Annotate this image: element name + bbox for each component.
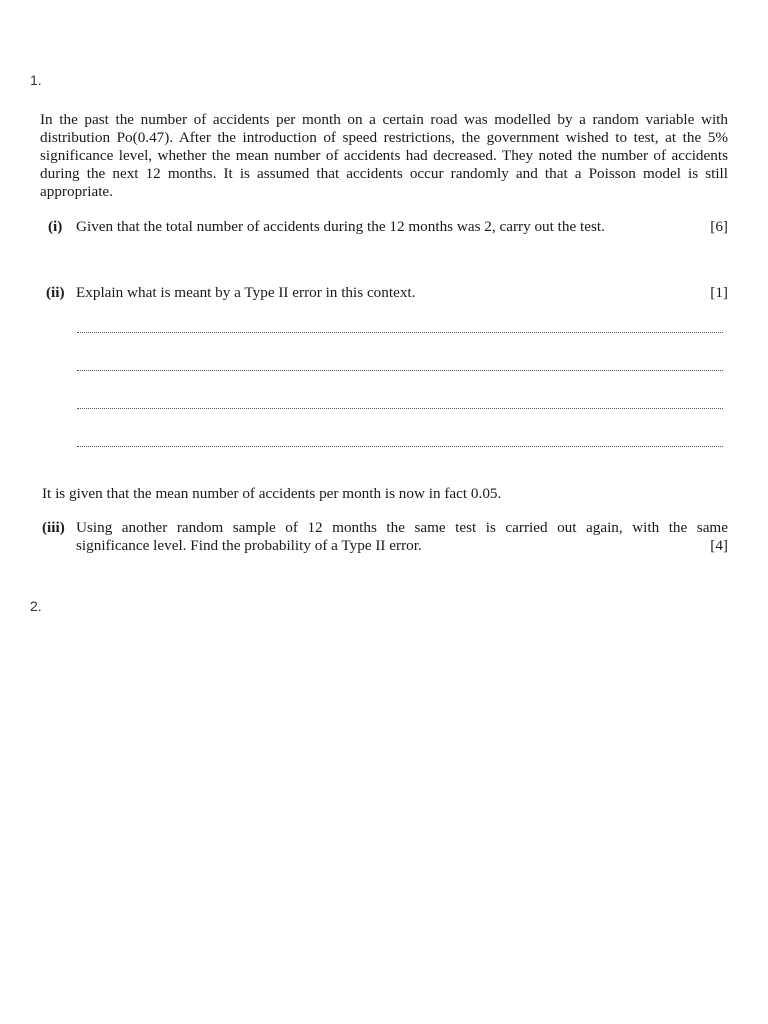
part-i-text: Given that the total number of accidents during the 12 months was 2, carry out the test. xyxy=(76,218,605,235)
part-iii-text-line2: significance level. Find the probability of a Type II error. xyxy=(76,537,422,554)
part-ii-text: Explain what is meant by a Type II error in this context. xyxy=(76,284,416,301)
part-ii xyxy=(40,284,728,302)
part-i-marks: [6] xyxy=(710,218,728,235)
question-1-number: 1. xyxy=(30,72,42,88)
answer-line[interactable] xyxy=(77,444,723,447)
question-2-number: 2. xyxy=(30,598,42,614)
part-iii-marks: [4] xyxy=(710,537,728,554)
answer-line[interactable] xyxy=(77,368,723,371)
answer-line[interactable] xyxy=(77,406,723,409)
part-i-label: (i) xyxy=(48,218,63,235)
question-1-intro: In the past the number of accidents per month on a certain road was modelled by a random variable with distribution Po(0.47). After the introduction of speed restrictions, the government wished to test, at the 5% significance level, whether the mean number of accidents had decreased. They noted the number of accidents during the next 12 months. It is assumed that accidents occur randomly and that a Poisson model is still appropriate. xyxy=(40,111,728,200)
answer-line[interactable] xyxy=(77,330,723,333)
part-ii-label: (ii) xyxy=(46,284,65,301)
part-iii xyxy=(40,519,728,555)
part-i xyxy=(40,218,728,236)
part-iii-label: (iii) xyxy=(42,519,65,536)
part-iii-text xyxy=(76,519,728,555)
part-ii-marks: [1] xyxy=(710,284,728,301)
part-iii-text-line1: Using another random sample of 12 months the same test is carried out again, with the same xyxy=(76,519,728,536)
given-statement: It is given that the mean number of accidents per month is now in fact 0.05. xyxy=(42,485,502,502)
